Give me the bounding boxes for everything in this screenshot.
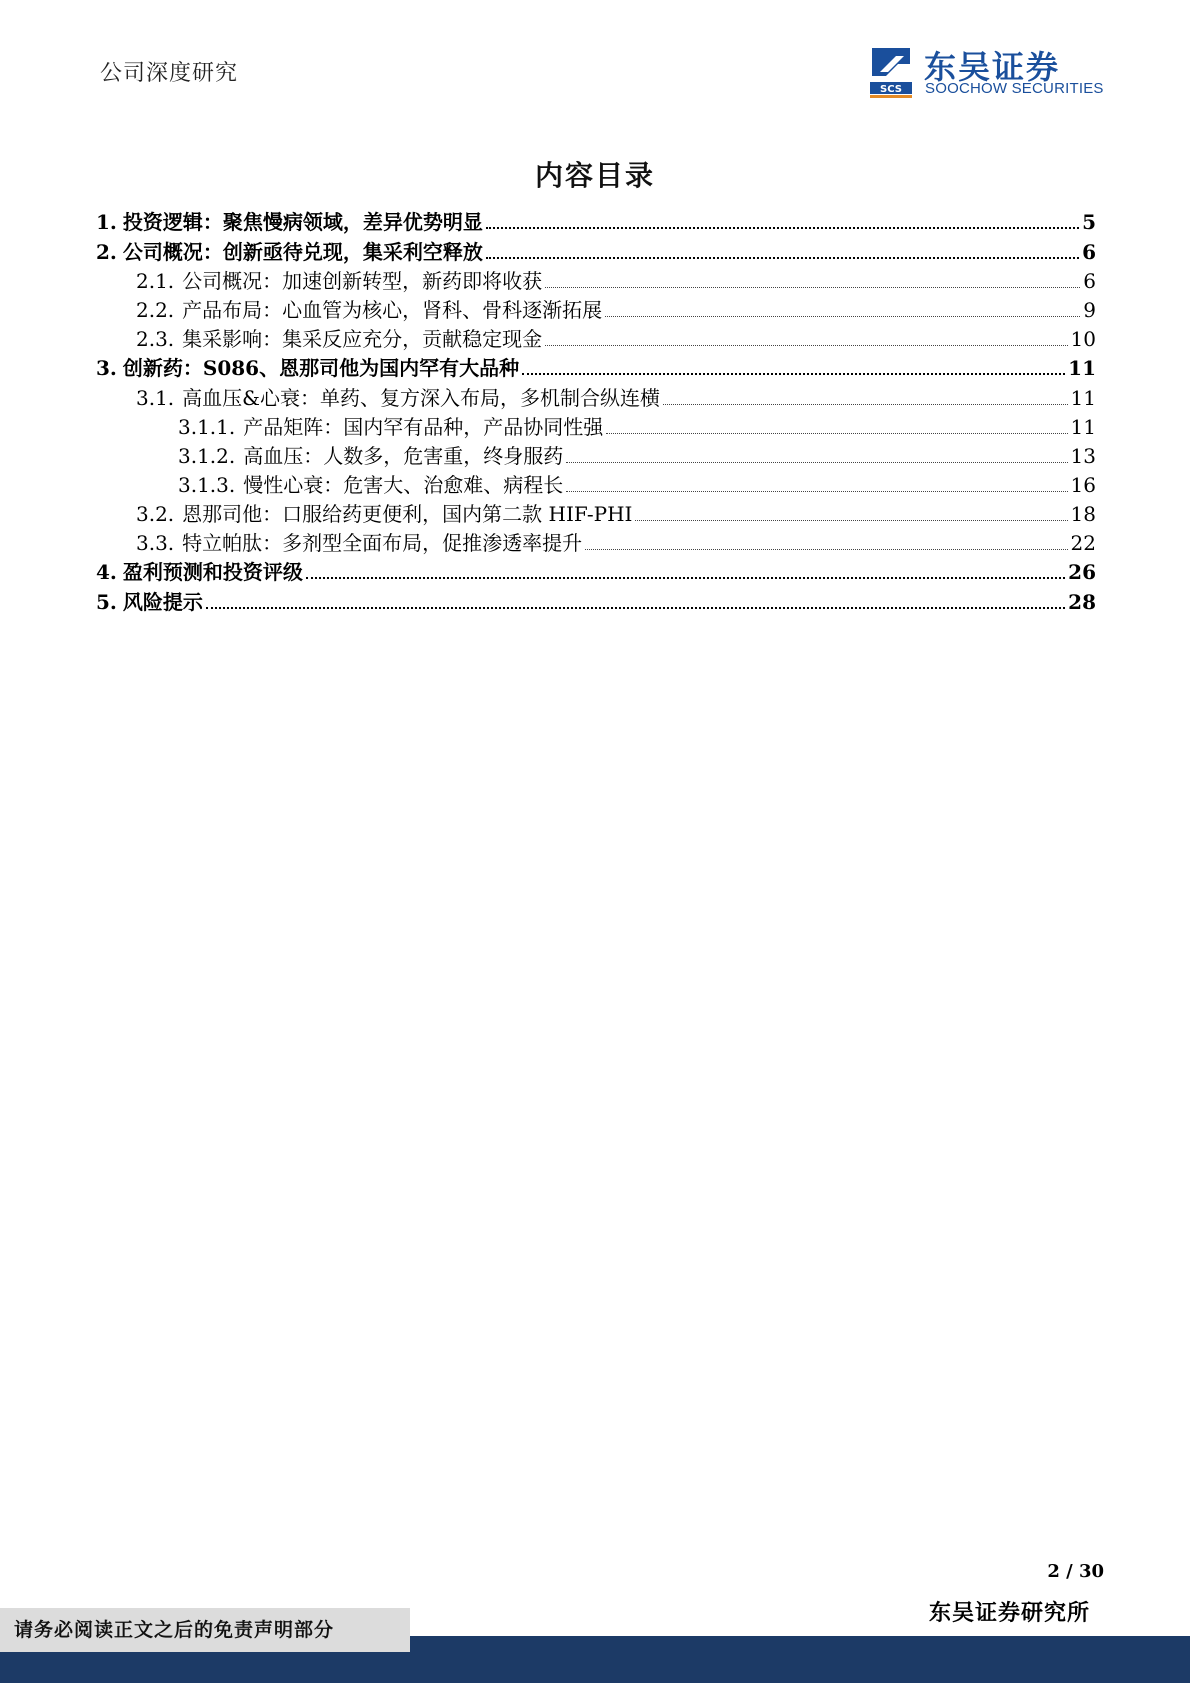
toc-entry-page: 18 <box>1070 502 1096 526</box>
toc-entry-label: 创新药：S086、恩那司他为国内罕有大品种 <box>122 356 520 380</box>
toc-entry-label: 特立帕肽：多剂型全面布局，促推渗透率提升 <box>182 531 583 555</box>
toc-entry-label: 公司概况：加速创新转型，新药即将收获 <box>182 269 543 293</box>
toc-dot-leader <box>545 343 1067 346</box>
toc-entry-page: 10 <box>1070 327 1096 351</box>
logo-chinese-name: 东吴证券 <box>924 48 1061 86</box>
toc-entry[interactable] <box>96 556 1096 586</box>
institute-name: 东吴证券研究所 <box>928 1600 1090 1626</box>
toc-entry-page: 11 <box>1070 415 1096 439</box>
toc-entry-number: 3.1.1. <box>178 415 236 439</box>
toc-entry-number: 2.2. <box>136 298 175 322</box>
toc-entry[interactable] <box>136 498 1096 528</box>
toc-dot-leader <box>206 605 1065 609</box>
logo-mark-text: SCS <box>880 84 902 95</box>
toc-entry-number: 1. <box>96 210 117 234</box>
toc-entry-label: 产品矩阵：国内罕有品种，产品协同性强 <box>243 415 604 439</box>
toc-entry-label: 高血压&心衰：单药、复方深入布局，多机制合纵连横 <box>182 386 660 410</box>
toc-entry-number: 2.1. <box>136 269 175 293</box>
toc-entry-number: 5. <box>96 590 117 614</box>
toc-entry-page: 9 <box>1083 298 1096 322</box>
toc-entry-label: 恩那司他：口服给药更便利，国内第二款 HIF-PHI <box>182 502 633 526</box>
toc-entry[interactable] <box>178 440 1096 470</box>
disclaimer-notice: 请务必阅读正文之后的免责声明部分 <box>0 1608 410 1652</box>
toc-entry-label: 产品布局：心血管为核心，肾科、骨科逐渐拓展 <box>182 298 603 322</box>
company-logo <box>868 44 1103 98</box>
toc-entry[interactable] <box>178 469 1096 499</box>
toc-dot-leader <box>585 547 1067 550</box>
report-type-label: 公司深度研究 <box>100 61 239 86</box>
toc-entry-page: 5 <box>1082 210 1096 234</box>
toc-entry-page: 6 <box>1082 240 1096 264</box>
toc-entry[interactable] <box>136 527 1096 557</box>
toc-entry-label: 集采影响：集采反应充分，贡献稳定现金 <box>182 327 543 351</box>
toc-entry-number: 3.1.3. <box>178 473 236 497</box>
toc-entry-label: 公司概况：创新亟待兑现，集采利空释放 <box>122 240 483 264</box>
toc-dot-leader <box>306 575 1065 579</box>
toc-entry-number: 3.3. <box>136 531 175 555</box>
toc-entry-number: 3. <box>96 356 117 380</box>
toc-entry-page: 22 <box>1070 531 1096 555</box>
toc-entry-number: 4. <box>96 560 117 584</box>
toc-entry-number: 3.2. <box>136 502 175 526</box>
toc-entry-page: 11 <box>1068 356 1096 380</box>
toc-entry[interactable] <box>96 352 1096 382</box>
toc-entry[interactable] <box>136 323 1096 353</box>
logo-english-name: SOOCHOW SECURITIES <box>925 80 1104 97</box>
toc-entry-page: 28 <box>1068 590 1096 614</box>
toc-entry[interactable] <box>136 294 1096 324</box>
toc-entry-number: 2. <box>96 240 117 264</box>
toc-dot-leader <box>606 431 1067 434</box>
toc-dot-leader <box>605 314 1080 317</box>
toc-entry-label: 盈利预测和投资评级 <box>122 560 303 584</box>
toc-entry-label: 慢性心衰：危害大、治愈难、病程长 <box>243 473 564 497</box>
toc-dot-leader <box>566 489 1067 492</box>
toc-entry-page: 11 <box>1070 386 1096 410</box>
toc-entry[interactable] <box>96 586 1096 616</box>
toc-entry[interactable] <box>178 411 1096 441</box>
toc-entry-label: 风险提示 <box>122 590 203 614</box>
toc-entry-page: 26 <box>1068 560 1096 584</box>
page-indicator: 2 / 30 <box>1047 1561 1104 1582</box>
toc-dot-leader <box>545 285 1080 288</box>
toc-entry-label: 投资逻辑：聚焦慢病领域，差异优势明显 <box>122 210 483 234</box>
toc-entry[interactable] <box>136 265 1096 295</box>
toc-dot-leader <box>486 225 1079 229</box>
toc-entry[interactable] <box>96 236 1096 266</box>
toc-dot-leader <box>522 371 1065 375</box>
toc-dot-leader <box>663 402 1068 405</box>
toc-entry[interactable] <box>136 382 1096 412</box>
toc-entry-number: 3.1.2. <box>178 444 236 468</box>
toc-entry-number: 2.3. <box>136 327 175 351</box>
toc-entry-number: 3.1. <box>136 386 175 410</box>
toc-entry[interactable] <box>96 206 1096 236</box>
toc-dot-leader <box>566 460 1067 463</box>
toc-title: 内容目录 <box>534 159 655 192</box>
toc-dot-leader <box>635 518 1067 521</box>
toc-entry-page: 13 <box>1070 444 1096 468</box>
toc-entry-label: 高血压：人数多，危害重，终身服药 <box>243 444 564 468</box>
scs-logo-icon <box>868 44 914 98</box>
toc-entry-page: 16 <box>1070 473 1096 497</box>
toc-dot-leader <box>486 255 1079 259</box>
toc-entry-page: 6 <box>1083 269 1096 293</box>
